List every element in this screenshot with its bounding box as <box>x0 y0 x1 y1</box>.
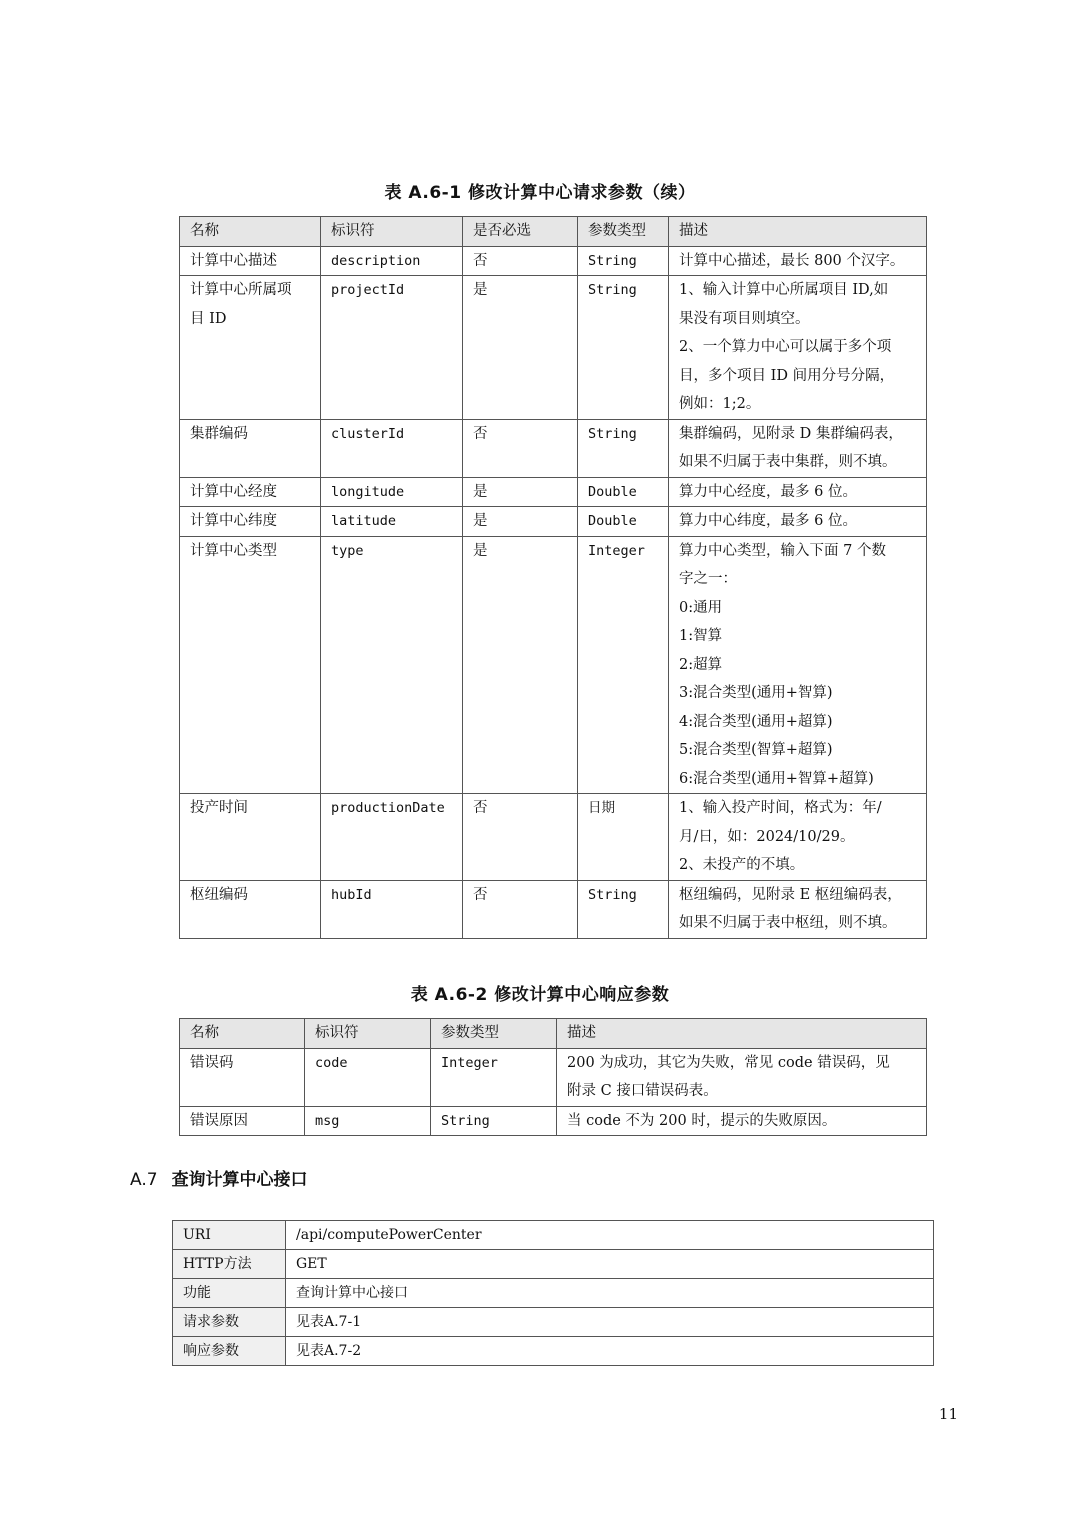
page-number: 11 <box>938 1405 958 1423</box>
cell-required: 是 <box>463 536 578 794</box>
cell-identifier: description <box>321 246 463 276</box>
table-row <box>180 880 927 938</box>
table-row <box>180 246 927 276</box>
api-key: 请求参数 <box>173 1308 286 1337</box>
table-a62-caption: 表 A.6-2 修改计算中心响应参数 <box>410 985 670 1005</box>
api-value: GET <box>286 1250 934 1279</box>
cell-line: 算力中心类型，输入下面 7 个数 <box>679 542 886 559</box>
cell-param-type: String <box>578 419 669 477</box>
api-key: 响应参数 <box>173 1337 286 1366</box>
table-row <box>180 419 927 477</box>
api-key: 功能 <box>173 1279 286 1308</box>
table-row <box>180 507 927 537</box>
section-number: A.7 <box>130 1170 158 1190</box>
cell-identifier: longitude <box>321 477 463 507</box>
table-row <box>180 1106 927 1136</box>
cell-line: 3:混合类型(通用+智算) <box>679 685 833 701</box>
cell-param-type: String <box>578 880 669 938</box>
cell-param-type: String <box>578 246 669 276</box>
cell-identifier: msg <box>305 1106 431 1136</box>
cell-param-type: Double <box>578 477 669 507</box>
cell-line: 计算中心纬度 <box>190 513 277 529</box>
cell-identifier: hubId <box>321 880 463 938</box>
api-row <box>173 1221 934 1250</box>
header-identifier: 标识符 <box>305 1019 431 1049</box>
cell-description <box>669 477 927 507</box>
cell-description <box>557 1048 927 1106</box>
cell-name <box>180 276 321 420</box>
cell-required: 是 <box>463 477 578 507</box>
cell-line: 1、输入投产时间，格式为：年/ <box>679 800 882 816</box>
cell-line: 计算中心类型 <box>190 542 277 559</box>
cell-param-type: 日期 <box>578 794 669 881</box>
header-description: 描述 <box>669 217 927 247</box>
table-row <box>180 477 927 507</box>
cell-line: 计算中心经度 <box>190 483 277 500</box>
section-title: 查询计算中心接口 <box>171 1170 308 1190</box>
table-header-row <box>180 1019 927 1049</box>
response-params-table <box>179 1018 927 1136</box>
cell-name <box>180 507 321 537</box>
cell-name: 错误原因 <box>180 1106 305 1136</box>
api-key: URI <box>173 1221 286 1250</box>
header-param-type: 参数类型 <box>578 217 669 247</box>
cell-identifier: type <box>321 536 463 794</box>
cell-line: 月/日，如：2024/10/29。 <box>679 828 855 845</box>
cell-line: 字之一： <box>679 571 737 587</box>
cell-identifier: productionDate <box>321 794 463 881</box>
cell-description <box>669 246 927 276</box>
request-params-table <box>179 216 927 939</box>
cell-line: 6:混合类型(通用+智算+超算) <box>679 770 874 787</box>
cell-line: 附录 C 接口错误码表。 <box>567 1083 718 1099</box>
cell-name <box>180 794 321 881</box>
api-row <box>173 1308 934 1337</box>
cell-param-type: Double <box>578 507 669 537</box>
cell-line: 目，多个项目 ID 间用分号分隔， <box>679 367 895 384</box>
cell-line: 计算中心描述 <box>190 252 277 269</box>
table-row <box>180 1048 927 1106</box>
cell-identifier: projectId <box>321 276 463 420</box>
header-name: 名称 <box>180 1019 305 1049</box>
cell-line: 200 为成功，其它为失败，常见 code 错误码，见 <box>567 1054 890 1071</box>
cell-line: 算力中心经度，最多 6 位。 <box>679 483 857 500</box>
cell-param-type: String <box>578 276 669 420</box>
cell-line: 计算中心所属项 <box>190 282 292 298</box>
cell-line: 5:混合类型(智算+超算) <box>679 742 833 758</box>
table-header-row <box>180 217 927 247</box>
api-value: /api/computePowerCenter <box>286 1221 934 1250</box>
table-row <box>180 276 927 420</box>
cell-line: 1:智算 <box>679 628 723 644</box>
cell-line: 如果不归属于表中枢纽，则不填。 <box>679 915 897 931</box>
cell-required: 否 <box>463 880 578 938</box>
cell-identifier: latitude <box>321 507 463 537</box>
cell-identifier: clusterId <box>321 419 463 477</box>
section-heading <box>130 1165 308 1190</box>
cell-param-type: Integer <box>578 536 669 794</box>
header-identifier: 标识符 <box>321 217 463 247</box>
cell-description <box>557 1106 927 1136</box>
cell-description <box>669 276 927 420</box>
table-a61-caption: 表 A.6-1 修改计算中心请求参数（续） <box>384 183 696 203</box>
header-description: 描述 <box>557 1019 927 1049</box>
cell-name <box>180 419 321 477</box>
cell-line: 算力中心纬度，最多 6 位。 <box>679 513 857 529</box>
cell-description <box>669 507 927 537</box>
cell-line: 目 ID <box>190 310 227 327</box>
cell-description <box>669 880 927 938</box>
cell-line: 投产时间 <box>190 800 248 816</box>
cell-description <box>669 536 927 794</box>
cell-line: 集群编码 <box>190 425 248 442</box>
cell-line: 枢纽编码 <box>190 886 248 903</box>
table-row <box>180 794 927 881</box>
cell-description <box>669 794 927 881</box>
api-row <box>173 1279 934 1308</box>
cell-param-type: Integer <box>431 1048 557 1106</box>
cell-line: 集群编码，见附录 D 集群编码表， <box>679 425 903 442</box>
cell-line: 2:超算 <box>679 656 723 673</box>
cell-name <box>180 477 321 507</box>
cell-required: 是 <box>463 507 578 537</box>
cell-required: 否 <box>463 246 578 276</box>
cell-name: 错误码 <box>180 1048 305 1106</box>
cell-required: 否 <box>463 794 578 881</box>
header-param-type: 参数类型 <box>431 1019 557 1049</box>
cell-param-type: String <box>431 1106 557 1136</box>
api-row <box>173 1250 934 1279</box>
cell-line: 如果不归属于表中集群，则不填。 <box>679 454 897 470</box>
api-key: HTTP方法 <box>173 1250 286 1279</box>
cell-line: 枢纽编码，见附录 E 枢纽编码表， <box>679 886 902 903</box>
cell-line: 例如：1;2。 <box>679 396 761 412</box>
cell-name <box>180 536 321 794</box>
api-value: 见表A.7-1 <box>286 1308 934 1337</box>
api-row <box>173 1337 934 1366</box>
cell-required: 是 <box>463 276 578 420</box>
cell-line: 2、未投产的不填。 <box>679 857 805 873</box>
cell-name <box>180 880 321 938</box>
cell-line: 当 code 不为 200 时，提示的失败原因。 <box>567 1112 837 1129</box>
cell-required: 否 <box>463 419 578 477</box>
cell-line: 4:混合类型(通用+超算) <box>679 713 833 730</box>
api-value: 见表A.7-2 <box>286 1337 934 1366</box>
cell-line: 果没有项目则填空。 <box>679 310 810 327</box>
cell-name <box>180 246 321 276</box>
header-name: 名称 <box>180 217 321 247</box>
cell-identifier: code <box>305 1048 431 1106</box>
api-value: 查询计算中心接口 <box>286 1279 934 1308</box>
cell-line: 1、输入计算中心所属项目 ID,如 <box>679 282 889 298</box>
header-required: 是否必选 <box>463 217 578 247</box>
cell-line: 计算中心描述，最长 800 个汉字。 <box>679 252 905 269</box>
cell-description <box>669 419 927 477</box>
table-row <box>180 536 927 794</box>
api-info-table <box>172 1220 934 1366</box>
cell-line: 0:通用 <box>679 599 723 616</box>
cell-line: 2、一个算力中心可以属于多个项 <box>679 339 892 355</box>
